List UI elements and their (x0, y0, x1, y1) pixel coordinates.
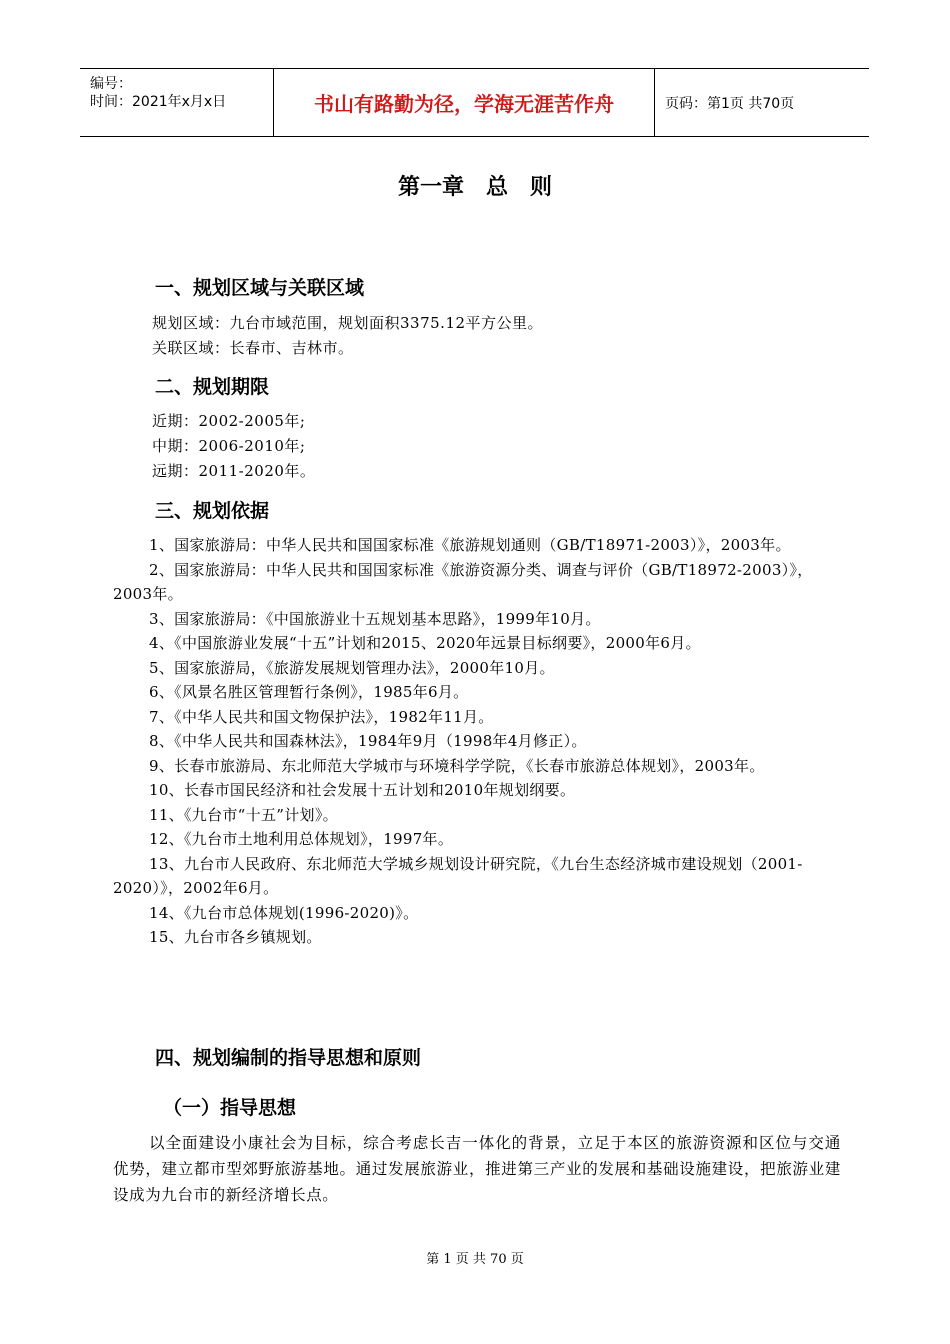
list-item: 7、《中华人民共和国文物保护法》，1982年11月。 (149, 707, 494, 726)
list-item: 9、长春市旅游局、东北师范大学城市与环境科学学院，《长春市旅游总体规划》，2003年。 (149, 756, 765, 775)
page-footer: 第 1 页 共 70 页 (426, 1252, 524, 1267)
reference-list (113, 533, 841, 950)
list-item: 4、《中国旅游业发展“十五”计划和2015、2020年远景目标纲要》，2000年6月。 (149, 634, 701, 652)
document-header (80, 68, 869, 137)
body-line: 规划区域：九台市域范围，规划面积3375.12平方公里。 (152, 314, 544, 332)
body-line: 关联区域：长春市、吉林市。 (152, 339, 354, 357)
list-item: 14、《九台市总体规划(1996-2020)》。 (149, 903, 419, 922)
section-heading: 四、规划编制的指导思想和原则 (155, 1047, 422, 1069)
body-line: 中期：2006-2010年; (152, 437, 306, 455)
header-motto: 书山有路勤为径，学海无涯苦作舟 (274, 69, 655, 136)
chapter-title: 第一章 总 则 (397, 175, 552, 200)
list-item: 3、国家旅游局：《中国旅游业十五规划基本思路》，1999年10月。 (149, 609, 601, 628)
list-item: 10、长春市国民经济和社会发展十五计划和2010年规划纲要。 (149, 781, 576, 799)
body-paragraph: 以全面建设小康社会为目标，综合考虑长吉一体化的背景，立足于本区的旅游资源和区位与交通优势，建立都市型郊野旅游基地。通过发展旅游业，推进第三产业的发展和基础设施建设，把旅游业建设成为九台市的新经济增长点。 (113, 1134, 841, 1204)
section-heading: 三、规划依据 (155, 500, 270, 522)
list-item: 1、国家旅游局：中华人民共和国国家标准《旅游规划通则（GB/T18971-2003）》，2003年。 (149, 536, 791, 554)
section-heading: 一、规划区域与关联区域 (155, 277, 365, 299)
list-item: 5、国家旅游局，《旅游发展规划管理办法》，2000年10月。 (149, 658, 555, 677)
number-label: 编号： (90, 76, 132, 92)
list-item: 2、国家旅游局：中华人民共和国国家标准《旅游资源分类、调查与评价（GB/T18972-2003）》，2003年。 (113, 560, 813, 603)
time-label: 时间：2021年x月x日 (90, 94, 227, 110)
list-item: 8、《中华人民共和国森林法》，1984年9月（1998年4月修正）。 (149, 732, 587, 750)
section-heading: 二、规划期限 (155, 376, 270, 398)
header-meta-cell (80, 69, 274, 136)
list-item: 12、《九台市土地利用总体规划》，1997年。 (149, 830, 454, 848)
body-line: 近期：2002-2005年; (152, 412, 306, 430)
header-page-info: 页码：第1页 共70页 (665, 96, 795, 112)
list-item: 13、九台市人民政府、东北师范大学城乡规划设计研究院，《九台生态经济城市建设规划（2001-2020）》，2002年6月。 (113, 854, 803, 897)
list-item: 15、九台市各乡镇规划。 (149, 928, 322, 946)
list-item: 11、《九台市“十五”计划》。 (149, 805, 338, 824)
body-line: 远期：2011-2020年。 (152, 462, 316, 480)
subsection-heading: （一）指导思想 (163, 1097, 297, 1119)
list-item: 6、《风景名胜区管理暂行条例》，1985年6月。 (149, 683, 469, 701)
